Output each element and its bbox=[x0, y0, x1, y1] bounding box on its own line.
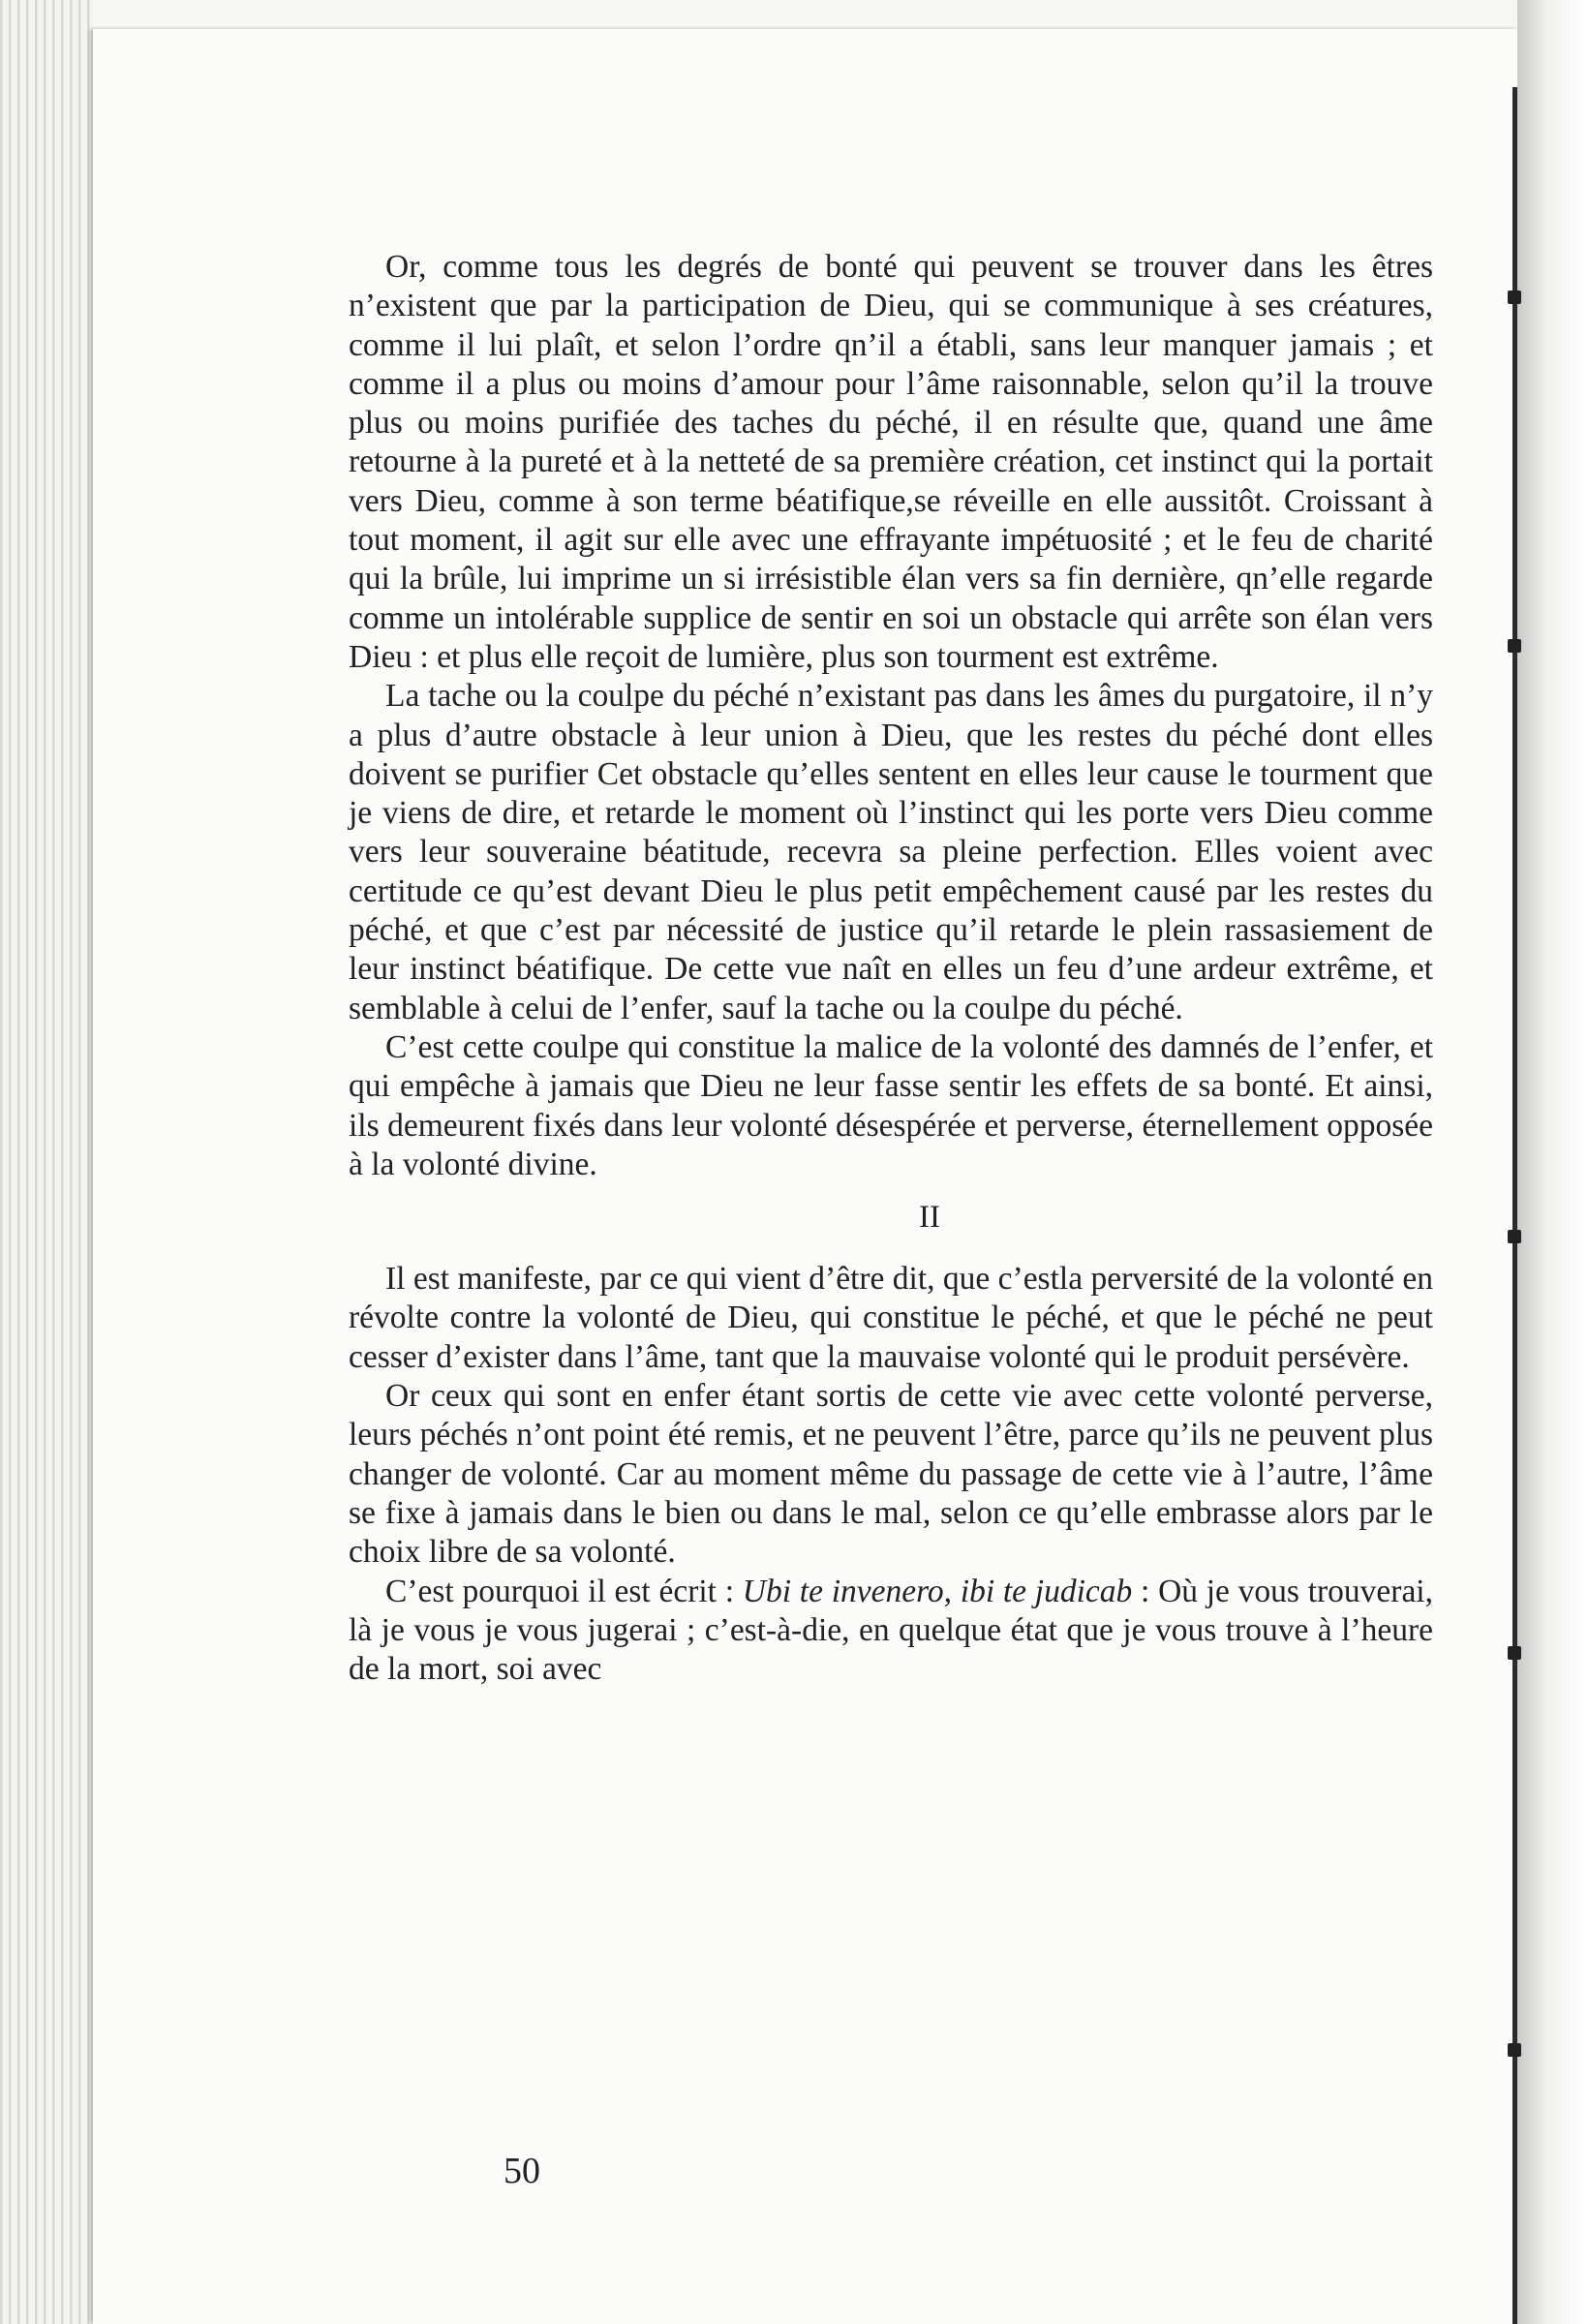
paragraph: C’est cette coulpe qui constitue la malice de la volonté des damnés de l’enfer, et qui empêche à jamais que Dieu ne leur fasse sentir les effets de sa bonté. Et ainsi, ils demeurent fixés dans leur volonté désespérée et perverse, éternellement opposée à la volonté divine. bbox=[349, 1028, 1433, 1182]
paragraph: Il est manifeste, par ce qui vient d’être dit, que c’estla perversité de la volonté en révolte contre la volonté de Dieu, qui constitue le péché, et que le péché ne peut cesser d’exister dans l’âme, tant que la mauvaise volonté qui le produit persévère. bbox=[349, 1261, 1433, 1375]
gutter-mark bbox=[1508, 639, 1521, 653]
paragraph: Or, comme tous les degrés de bonté qui peuvent se trouver dans les êtres n’existent que par la participation de Dieu, qui se communique à ses créatures, comme il lui plaît, et selon l’ordre qn’il a établi, sans leur manquer jamais ; et comme il a plus ou moins d’amour pour l’âme raisonnable, selon qu’il la trouve plus ou moins purifiée des taches du péché, il en résulte que, quand une âme retourne à la pureté et à la netteté de sa première création, cet instinct qui la portait vers Dieu, comme à son terme béatifique,se réveille en elle aussitôt. Croissant à tout moment, il agit sur elle avec une effrayante impétuosité ; et le feu de charité qui la brûle, lui imprime un si irrésistible élan vers sa fin dernière, qn’elle regarde comme un intolérable supplice de sentir en soi un obstacle qui arrête son élan vers Dieu : et plus elle reçoit de lumière, plus son tourment est extrême. bbox=[349, 249, 1433, 675]
section-numeral: II bbox=[919, 1200, 940, 1236]
paragraph: Or ceux qui sont en enfer étant sortis de cette vie avec cette volonté perverse, leurs péchés n’ont point été remis, et ne peuvent l’être, parce qu’ils ne peuvent plus changer de volonté. Car au moment même du passage de cette vie à l’autre, l’âme se fixe à jamais dans le bien ou dans le mal, selon ce qu’elle embrasse alors par le choix libre de sa volonté. bbox=[349, 1378, 1433, 1571]
gutter-mark bbox=[1508, 1646, 1521, 1660]
paragraph-with-quote bbox=[349, 1573, 1433, 1690]
quote-intro: C’est pourquoi il est écrit : bbox=[385, 1573, 743, 1609]
page-number: 50 bbox=[504, 2151, 540, 2191]
quote-translation: : Où je vous trouverai, là je vous je vous jugerai ; c’est-à-die, en quelque état que je vous trouve à l’heure de la mort, soi avec bbox=[349, 1573, 1433, 1688]
latin-quote: Ubi te invenero, ibi te judicab bbox=[742, 1573, 1133, 1609]
gutter-mark bbox=[1508, 1230, 1521, 1243]
gutter-mark bbox=[1508, 290, 1521, 304]
body-text bbox=[349, 248, 1433, 1689]
gutter-mark bbox=[1508, 2043, 1521, 2057]
gutter-shadow bbox=[1517, 0, 1588, 2324]
paragraph: La tache ou la coulpe du péché n’existant pas dans les âmes du purgatoire, il n’y a plus d’autre obstacle à leur union à Dieu, que les restes du péché dont elles doivent se purifier Cet obstacle qu’elles sentent en elles leur cause le tourment que je viens de dire, et retarde le moment où l’instinct qui les porte vers Dieu comme vers leur souveraine béatitude, recevra sa pleine perfection. Elles voient avec certitude ce qu’est devant Dieu le plus petit empêchement causé par les restes du péché, et que c’est par nécessité de justice qu’il retarde le plein rassasiement de leur instinct béatifique. De cette vue naît en elles un feu d’une ardeur extrême, et semblable à celui de l’enfer, sauf la tache ou la coulpe du péché. bbox=[349, 678, 1433, 1026]
gutter-rule bbox=[1512, 87, 1517, 2324]
